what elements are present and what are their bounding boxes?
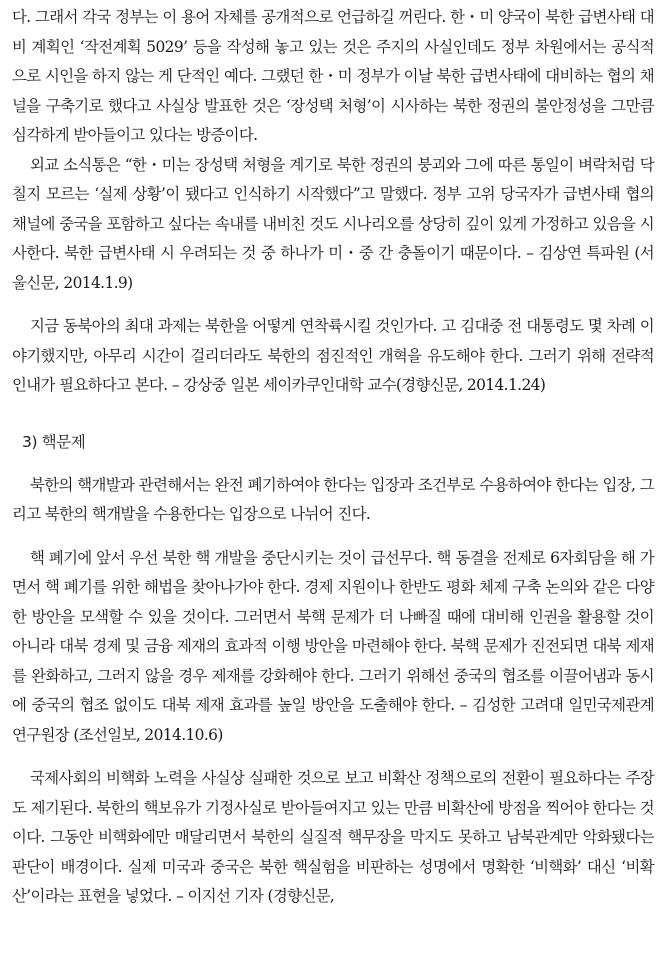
paragraph-3: 지금 동북아의 최대 과제는 북한을 어떻게 연착륙시킬 것인가다. 고 김대중 전 대통령도 몇 차례 이야기했지만, 아무리 시간이 걸리더라도 북한의 점진적인 개혁을 유도해야 한다. 그러기 위해 전략적 인내가 필요하다고 본다. – 강상중 일본 세이카쿠인대학 교수(경향신문, 2014.1.24) xyxy=(12,317,654,394)
paragraph-5: 핵 폐기에 앞서 우선 북한 핵 개발을 중단시키는 것이 급선무다. 핵 동결을 전제로 6자회담을 해 가면서 핵 폐기를 위한 해법을 찾아나가야 한다. 경제 지원이나 한반도 평화 체제 구축 논의와 같은 다양한 방안을 모색할 수 있을 것이다. 그러면서 북핵 문제가 더 나빠질 때에 대비해 인권을 활용할 것이 아니라 대북 경제 및 금융 제재의 효과적 이행 방안을 마련해야 한다. 북핵 문제가 진전되면 대북 제재를 완화하고, 그러지 않을 경우 제재를 강화해야 한다. 그러기 위해선 중국의 협조를 이끌어냄과 동시에 중국의 협조 없이도 대북 제재 효과를 높일 방안을 도출해야 한다. – 김성한 고려대 일민국제관계연구원장 (조선일보, 2014.10.6) xyxy=(12,548,654,744)
paragraph-4: 북한의 핵개발과 관련해서는 완전 폐기하여야 한다는 입장과 조건부로 수용하여야 한다는 입장, 그리고 북한의 핵개발을 수용한다는 입장으로 나뉘어 진다. xyxy=(12,475,654,523)
paragraph-1: 다. 그래서 각국 정부는 이 용어 자체를 공개적으로 언급하길 꺼린다. 한・미 양국이 북한 급변사태 대비 계획인 ‘작전계획 5029’ 등을 작성해 놓고 있는 것은 주지의 사실인데도 정부 차원에서는 공식적으로 시인을 하지 않는 게 단적인 예다. 그랬던 한・미 정부가 이날 북한 급변사태에 대비하는 협의 채널을 구축기로 했다고 사실상 발표한 것은 ‘장성택 처형’이 시사하는 북한 정권의 불안정성을 그만큼 심각하게 받아들이고 있다는 방증이다. xyxy=(12,8,654,144)
section-heading: 3) 핵문제 xyxy=(22,432,86,451)
paragraph-6: 국제사회의 비핵화 노력을 사실상 실패한 것으로 보고 비확산 정책으로의 전환이 필요하다는 주장도 제기된다. 북한의 핵보유가 기정사실로 받아들여지고 있는 만큼 비확산에 방점을 찍어야 한다는 것이다. 그동안 비핵화에만 매달리면서 북한의 실질적 핵무장을 막지도 못하고 남북관계만 악화됐다는 판단이 배경이다. 실제 미국과 중국은 북한 핵실험을 비판하는 성명에서 명확한 ‘비핵화’ 대신 ‘비확산’이라는 표현을 넣었다. – 이지선 기자 (경향신문, xyxy=(12,769,654,905)
paragraph-2: 외교 소식통은 “한・미는 장성택 처형을 계기로 북한 정권의 붕괴와 그에 따른 통일이 벼락처럼 닥칠지 모르는 ‘실제 상황’이 됐다고 인식하기 시작했다”고 말했다. 정부 고위 당국자가 급변사태 협의 채널에 중국을 포함하고 싶다는 속내를 내비친 것도 시나리오를 상당히 깊이 있게 가정하고 있음을 시사한다. 북한 급변사태 시 우려되는 것 중 하나가 미・중 간 충돌이기 때문이다. – 김상연 특파원 (서울신문, 2014.1.9) xyxy=(12,155,654,292)
